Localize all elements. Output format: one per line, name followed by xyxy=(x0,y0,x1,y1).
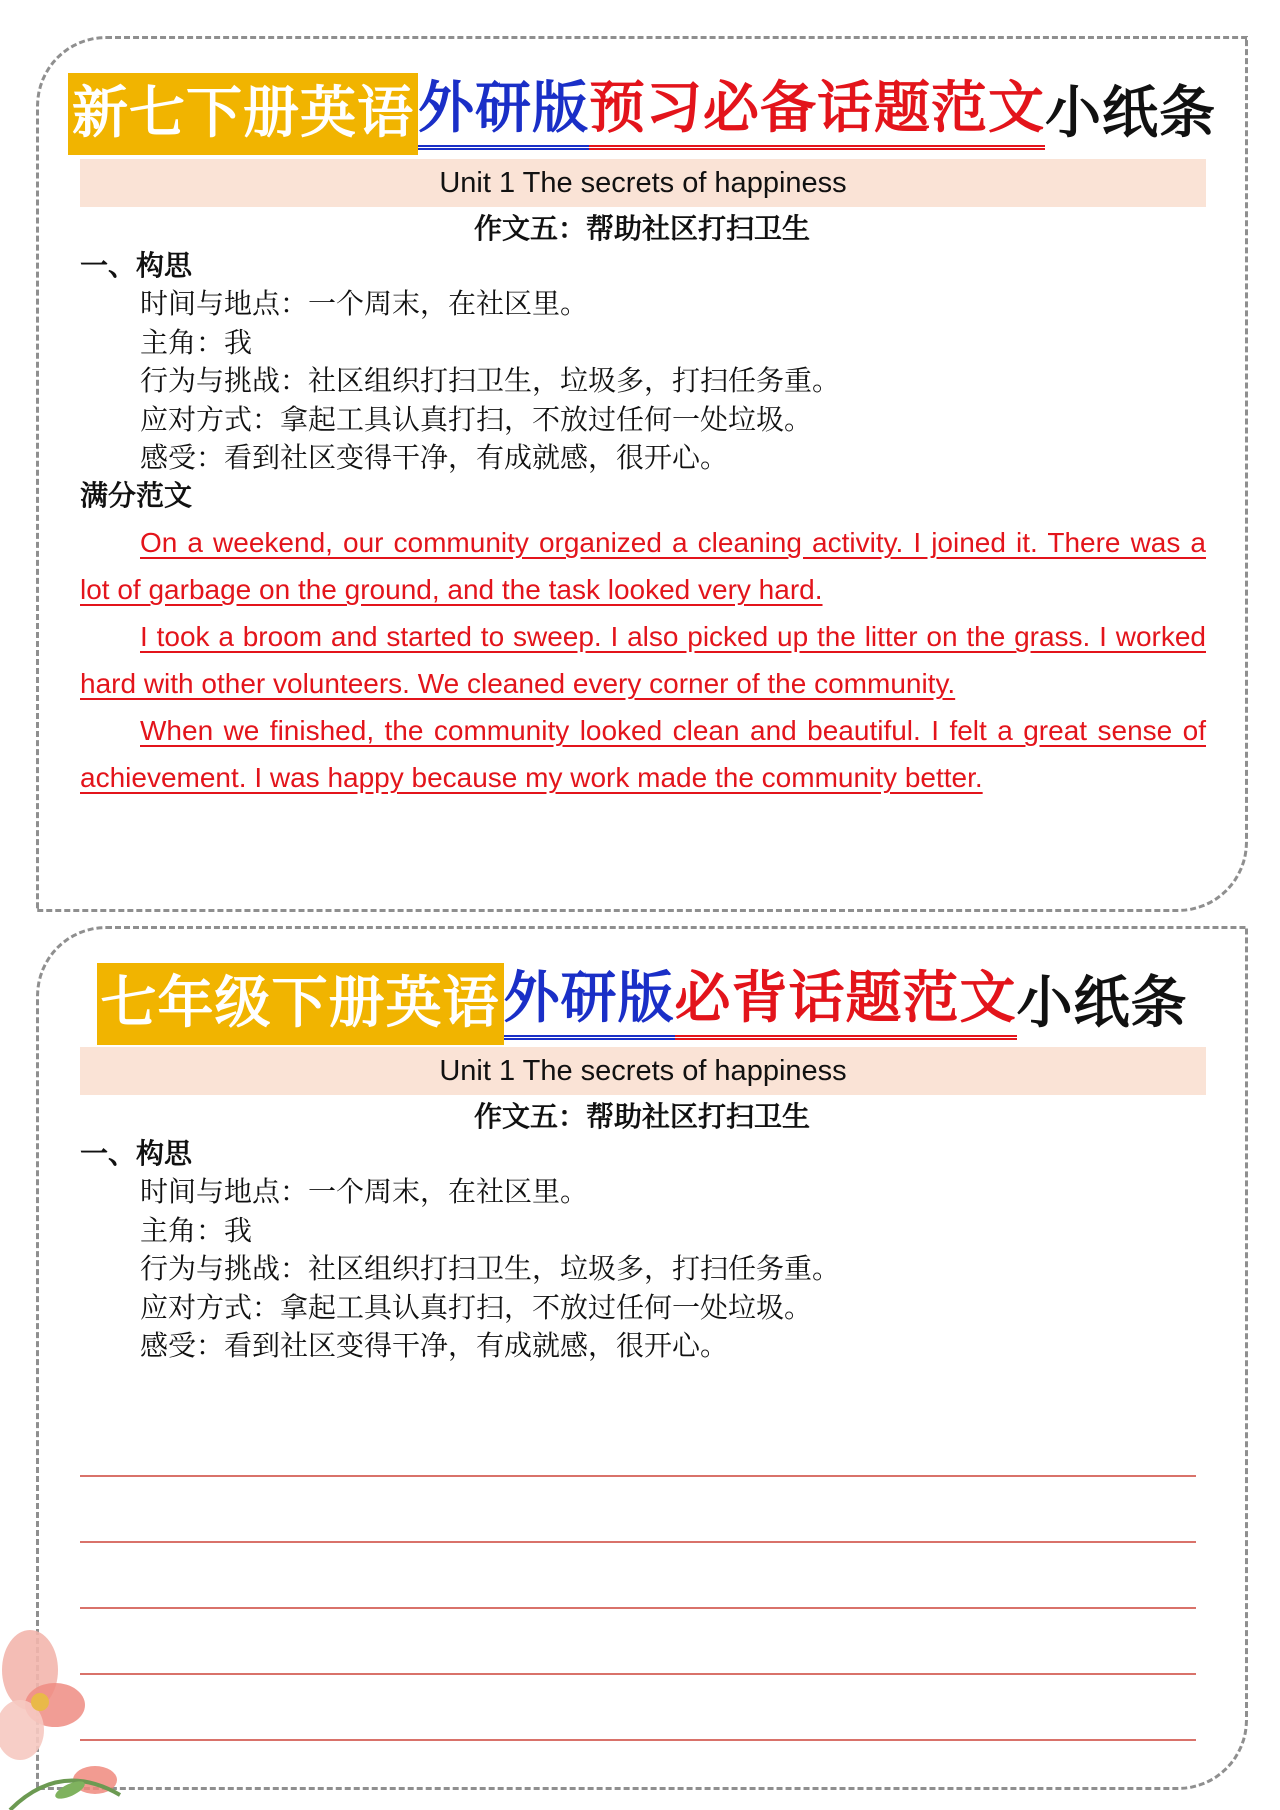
writing-line[interactable] xyxy=(80,1607,1196,1609)
title-suffix: 小纸条 xyxy=(1045,81,1216,146)
essay-heading: 满分范文 xyxy=(80,479,193,512)
essay-paragraph: I took a broom and started to sweep. I also picked up the litter on the grass. I worked hard with other volunteers. We cleaned every corner of the community. xyxy=(80,621,1206,699)
title-highlight-yellow: 七年级下册英语 xyxy=(97,963,504,1045)
outline-item: 感受：看到社区变得干净，有成就感，很开心。 xyxy=(140,1329,729,1362)
card-title xyxy=(39,963,1245,1045)
essay-card-practice xyxy=(36,926,1248,1790)
outline-item: 主角：我 xyxy=(140,325,253,359)
flower-decoration-icon xyxy=(0,1610,160,1810)
outline-item: 感受：看到社区变得干净，有成就感，很开心。 xyxy=(140,441,729,474)
unit-banner: Unit 1 The secrets of happiness xyxy=(80,159,1206,207)
outline-item: 主角：我 xyxy=(140,1213,253,1247)
outline-item: 行为与挑战：社区组织打扫卫生，垃圾多，打扫任务重。 xyxy=(140,1252,841,1285)
writing-line[interactable] xyxy=(80,1541,1196,1543)
title-topic-red: 预习必备话题范文 xyxy=(589,73,1045,150)
outline-item: 应对方式：拿起工具认真打扫，不放过任何一处垃圾。 xyxy=(140,1290,813,1324)
unit-banner: Unit 1 The secrets of happiness xyxy=(80,1047,1206,1095)
outline-item: 时间与地点：一个周末，在社区里。 xyxy=(140,287,589,320)
title-topic-red: 必背话题范文 xyxy=(675,963,1017,1040)
title-suffix: 小纸条 xyxy=(1016,971,1188,1036)
outline-item: 行为与挑战：社区组织打扫卫生，垃圾多，打扫任务重。 xyxy=(140,364,841,397)
title-publisher-blue: 外研版 xyxy=(504,963,675,1040)
writing-line[interactable] xyxy=(80,1475,1196,1477)
outline-heading: 一、构思 xyxy=(80,1137,193,1170)
writing-line[interactable] xyxy=(80,1673,1196,1675)
outline-heading: 一、构思 xyxy=(80,249,193,282)
card-title xyxy=(39,73,1245,155)
outline-list xyxy=(140,1173,840,1366)
essay-paragraph: When we finished, the community looked clean and beautiful. I felt a great sense of achievement. I was happy because my work made the community better. xyxy=(80,715,1206,793)
outline-item: 时间与地点：一个周末，在社区里。 xyxy=(140,1175,589,1208)
essay-card-preview xyxy=(36,36,1248,912)
outline-item: 应对方式：拿起工具认真打扫，不放过任何一处垃圾。 xyxy=(140,402,813,436)
model-essay xyxy=(80,519,1206,801)
essay-subtitle: 作文五：帮助社区打扫卫生 xyxy=(473,212,810,245)
title-publisher-blue: 外研版 xyxy=(418,73,589,150)
essay-paragraph: On a weekend, our community organized a cleaning activity. I joined it. There was a lot of garbage on the ground, and the task looked very hard. xyxy=(80,527,1206,605)
writing-line[interactable] xyxy=(80,1739,1196,1741)
outline-list xyxy=(140,285,840,478)
essay-subtitle: 作文五：帮助社区打扫卫生 xyxy=(473,1100,810,1133)
title-highlight-yellow: 新七下册英语 xyxy=(68,73,418,155)
